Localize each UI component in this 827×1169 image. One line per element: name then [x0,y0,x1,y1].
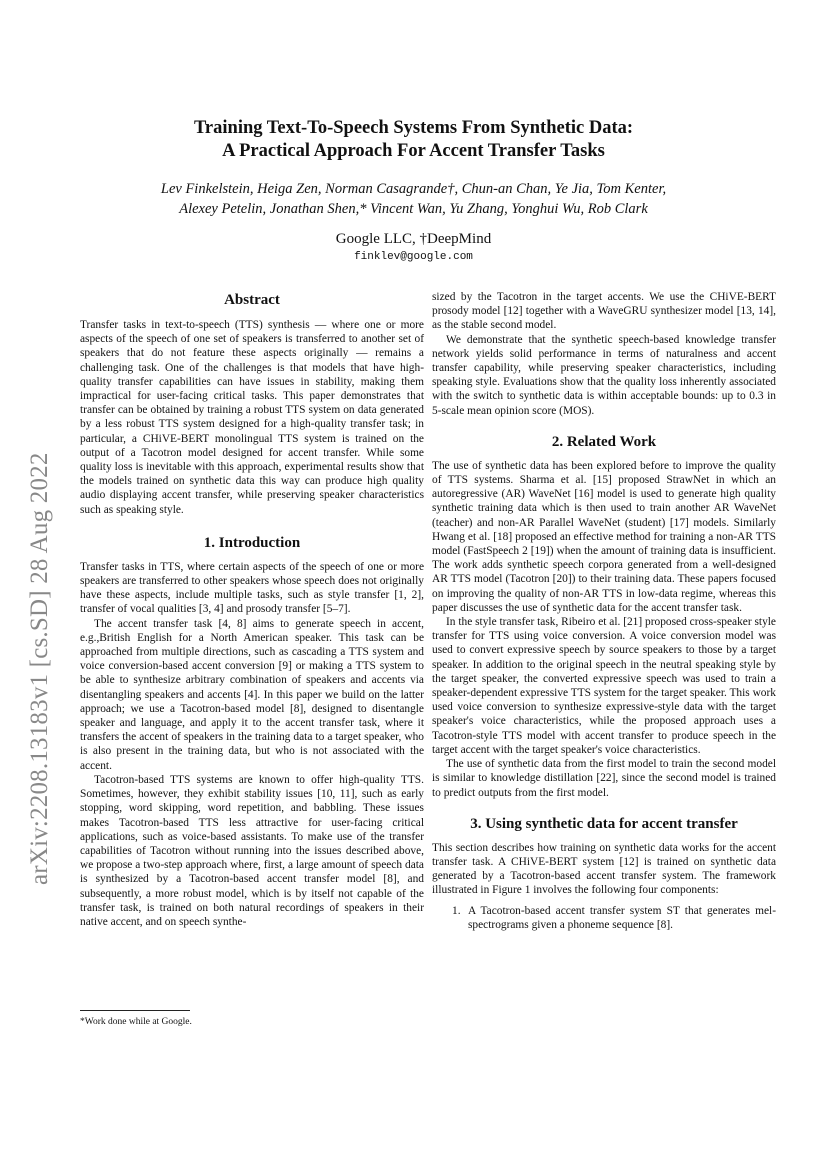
footnote-divider [80,1010,190,1011]
authors-line-1: Lev Finkelstein, Heiga Zen, Norman Casagrande†, Chun-an Chan, Ye Jia, Tom Kenter, [160,181,667,197]
list-item-text: A Tacotron-based accent transfer system ST that generates mel-spectrograms given a phoneme sequence [8]. [468,904,776,931]
left-column [80,290,424,929]
authors-line-2: Alexey Petelin, Jonathan Shen,* Vincent Wan, Yu Zhang, Yonghui Wu, Rob Clark [179,201,648,217]
footnote: *Work done while at Google. [80,1017,192,1027]
related-paragraph-2: In the style transfer task, Ribeiro et al. [21] proposed cross-speaker style transfer for TTS using voice conversion. A voice conversion model was used to convert expressive speech by source speakers to those by a target speaker. In addition to the original speech in the neutral speaking style by the target speaker, the converted expressive speech was used to train a speaker-dependent expressive TTS system for the target speaker. This work used voice conversion to synthesize expressive-style data with the target speaker's voice characteristics, while the proposed approach uses a Tacotron-style TTS model with accent transfer to produce speech in the target accent with the target speaker's voice characteristics. [432,616,776,756]
abstract-text: Transfer tasks in text-to-speech (TTS) synthesis — where one or more aspects of the speech of one set of speakers is transferred to another set of speakers that do not feature these aspects originally — remains a challenging task. One of the challenges is that models that have high-quality transfer capabilities can have issues in stability, making them impractical for user-facing critical tasks. This paper demonstrates that transfer can be obtained by training a robust TTS system on data generated by a less robust TTS system designed for a high-quality transfer task; in particular, a CHiVE-BERT monolingual TTS system is trained on the output of a Tacotron model designed for accent transfer. While some quality loss is inevitable with this approach, experimental results show that the models trained on synthetic data this way can produce high quality audio displaying accent transfer, while preserving speaker characteristics such as speaking style. [80,319,424,516]
list-item-number: 1. [452,904,461,917]
paper-title [120,117,707,163]
contact-email: finklev@google.com [354,251,473,263]
list-item [432,904,776,932]
title-line-2: A Practical Approach For Accent Transfer Tasks [222,141,605,161]
title-line-1: Training Text-To-Speech Systems From Synthetic Data: [193,118,634,138]
related-paragraph-1: The use of synthetic data has been explored before to improve the quality of TTS systems. Sharma et al. [15] proposed StrawNet in which an autoregressive (AR) WaveNet [16] model is used to generate high quality synthetic training data which is then used to train another AR WaveNet (teacher) and non-AR Parallel WaveNet (student) [17] models. Similarly Hwang et al. [18] proposed an effective method for training a non-AR TTS model (FastSpeech 2 [19]) when the amount of training data is insufficient. The work adds synthetic speech corpora generated from a well-designed AR TTS model (Tacotron [20]) to their training data. These papers focused on improving the quality of non-AR TTS in low-data regime, whereas this paper discusses the use of synthetic data for the accent transfer task. [432,459,776,614]
intro-paragraph-1: Transfer tasks in TTS, where certain aspects of the speech of one or more speakers are transferred to other speakers whose speech does not originally have these aspects, include multiple tasks, such as style transfer [1, 2], transfer of vocal qualities [3, 4] and prosody transfer [5–7]. [80,560,424,616]
author-list [90,179,737,219]
related-work-heading: 2. Related Work [551,433,657,450]
intro-paragraph-2: The accent transfer task [4, 8] aims to generate speech in accent, e.g.,British English for a North American speaker. This task can be approached from multiple directions, such as cascading a TTS system and voice conversion-based accent conversion [9] or making a TTS system to be able to synthesize arbitrary combination of speakers and accents via disentangling speakers and accents [4]. In this paper we build on the latter approach; we use a Tacotron-based model [8], designed to disentangle speaker and language, and apply it to the accent transfer task, where it transfers the accent of speakers in the training data to a target speaker, who is also present in the training data, but who is not associated with the accent. [80,617,424,772]
intro-continued: sized by the Tacotron in the target accents. We use the CHiVE-BERT prosody model [12] together with a WaveGRU synthesizer model [13, 14], as the stable second model. [432,291,776,332]
introduction-heading: 1. Introduction [203,534,301,551]
synthetic-data-heading: 3. Using synthetic data for accent transfer [470,815,738,832]
arxiv-identifier: arXiv:2208.13183v1 [cs.SD] 28 Aug 2022 [26,452,53,885]
intro-paragraph-3: Tacotron-based TTS systems are known to offer high-quality TTS. Sometimes, however, they exhibit stability issues [10, 11], such as early stopping, word skipping, word repetition, and babbling. These issues makes Tacotron-based TTS less attractive for user-facing critical applications, such as voice-based assistants. To make use of the transfer capabilities of Tacotron without running into the issues described above, we propose a two-step approach where, first, a large amount of speech data is synthesized by a Tacotron-based accent transfer model [8], and subsequently, a more robust model, which is by itself not capable of the transfer task, is trained on both natural recordings of speakers in their native accent, and on speech synthe- [80,773,424,928]
section3-paragraph-1: This section describes how training on synthetic data works for the accent transfer task. A CHiVE-BERT system [12] is trained on synthetic data generated by a Tacotron-based accent transfer system. The framework illustrated in Figure 1 involves the following four components: [432,841,776,897]
intro-paragraph-4: We demonstrate that the synthetic speech-based knowledge transfer network yields solid performance in terms of naturalness and accent transfer capability, while preserving speaker characteristics, including speaking style. Evaluations show that the quality loss inherently associated with the switch to synthetic data is within acceptable bounds: up to 0.3 in 5-scale mean opinion score (MOS). [432,333,776,417]
affiliation: Google LLC, †DeepMind [335,231,492,247]
component-list [432,904,776,932]
related-paragraph-3: The use of synthetic data from the first model to train the second model is similar to knowledge distillation [22], since the second model is trained to predict outputs from the first model. [432,758,776,799]
right-column [432,290,776,932]
abstract-heading: Abstract [224,292,280,308]
